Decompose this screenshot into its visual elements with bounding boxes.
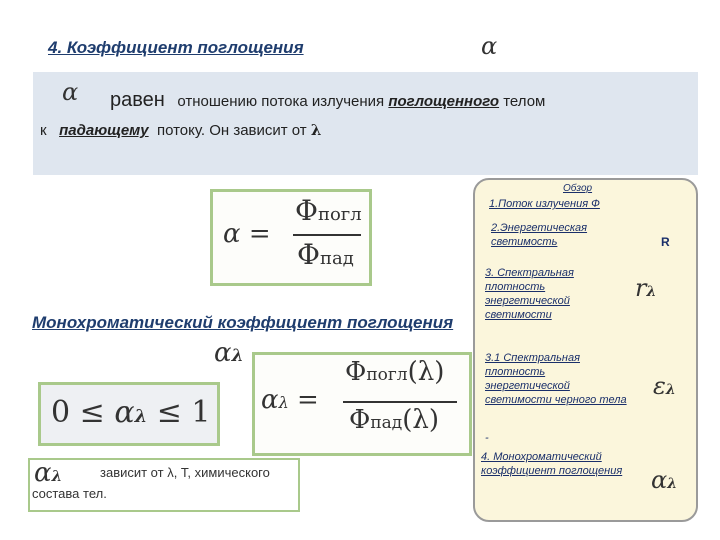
inequality xyxy=(51,395,211,430)
page-title: 4. Коэффициент поглощения xyxy=(48,38,304,57)
overview-item-3-line4: светимости xyxy=(485,309,552,321)
definition-text-1-end: телом xyxy=(503,93,546,110)
definition-emphasis-absorbed: поглощенного xyxy=(388,93,500,110)
overview-symbol-epsilon xyxy=(653,372,676,400)
overview-symbol-r-sub: λ xyxy=(646,284,657,300)
overview-symbol-alpha-sub: λ xyxy=(667,476,678,492)
denominator-phi: Φ xyxy=(297,238,320,271)
inequality-alpha-sub: λ xyxy=(134,406,148,427)
overview-header: Обзор xyxy=(563,183,593,194)
overview-item-3-line2: плотность xyxy=(485,281,546,293)
overview-panel xyxy=(473,178,698,522)
mono-alpha-symbol xyxy=(214,338,243,368)
overview-symbol-r xyxy=(635,274,656,302)
definition-line-2 xyxy=(40,121,321,139)
mono-lhs-sub: λ xyxy=(278,393,289,412)
formula-denominator xyxy=(297,238,354,271)
overview-item-1[interactable] xyxy=(489,197,600,211)
definition-text-2-start: к xyxy=(40,122,47,139)
mono-den-arg: (λ) xyxy=(402,405,440,435)
overview-item-3-1-line3: энергетической xyxy=(485,380,570,392)
overview-item-3-line3: энергетической xyxy=(485,295,570,307)
mono-den-sub: пад xyxy=(370,413,403,433)
dependence-alpha xyxy=(34,458,62,488)
dependence-box xyxy=(28,458,300,512)
mono-formula-lhs xyxy=(261,385,319,415)
overview-item-3[interactable] xyxy=(485,266,574,322)
mono-formula-box xyxy=(252,352,472,456)
mono-num-sub: погл xyxy=(366,365,408,385)
overview-item-3-1-line1: 3.1 Спектральная xyxy=(485,352,580,364)
overview-item-3-1[interactable] xyxy=(485,351,627,407)
overview-symbol-alpha-base: α xyxy=(651,466,668,494)
overview-item-1-label: 1.Поток излучения Ф xyxy=(489,198,600,210)
fraction-line xyxy=(293,234,361,236)
overview-item-4[interactable] xyxy=(481,450,622,478)
inequality-left: 0 ≤ xyxy=(51,395,105,430)
overview-item-3-1-line2: плотность xyxy=(485,366,546,378)
definition-text-2-mid: потоку. Он зависит от xyxy=(156,122,307,139)
mono-alpha-sub: λ xyxy=(231,346,244,366)
mono-denominator xyxy=(349,405,439,435)
definition-emphasis-incident: падающему xyxy=(59,122,149,139)
mono-fraction-line xyxy=(343,401,457,403)
overview-item-3-line1: 3. Спектральная xyxy=(485,267,574,279)
mono-numerator xyxy=(345,357,444,387)
definition-alpha-symbol: α xyxy=(62,78,79,106)
overview-symbol-R: R xyxy=(661,235,670,249)
denominator-sub: пад xyxy=(319,248,354,269)
dependence-alpha-base: α xyxy=(34,458,52,488)
numerator-sub: погл xyxy=(317,204,362,225)
overview-item-2[interactable] xyxy=(491,221,587,249)
overview-item-3-1-line4: светимости черного тела xyxy=(485,394,627,406)
definition-line-1 xyxy=(110,89,545,112)
numerator-phi: Φ xyxy=(295,194,318,227)
mono-heading: Монохроматический коэффициент поглощения xyxy=(32,313,454,332)
definition-text-1: отношению потока излучения xyxy=(177,93,385,110)
mono-num-arg: (λ) xyxy=(407,357,445,387)
dependence-alpha-sub: λ xyxy=(51,467,63,485)
inequality-box xyxy=(38,382,220,446)
mono-lhs-alpha: α xyxy=(261,385,279,415)
overview-dash: - xyxy=(485,432,489,444)
title-alpha-symbol: α xyxy=(481,32,498,60)
formula-numerator xyxy=(295,194,362,227)
overview-item-2-line2: светимость xyxy=(491,236,558,248)
mono-equals: = xyxy=(296,385,319,415)
overview-item-4-line1: 4. Монохроматический xyxy=(481,451,602,463)
overview-item-4-line2: коэффициент поглощения xyxy=(481,465,623,477)
absorption-formula-box xyxy=(210,189,372,286)
overview-item-2-line1: 2.Энергетическая xyxy=(491,222,588,234)
mono-den-phi: Φ xyxy=(349,405,371,435)
overview-symbol-alpha xyxy=(651,466,677,494)
dependence-line-1: зависит от λ, T, химического xyxy=(100,465,270,480)
definition-word: равен xyxy=(110,89,165,111)
definition-lambda: λ xyxy=(310,121,322,139)
formula-lhs: α = xyxy=(223,219,271,249)
overview-symbol-epsilon-sub: λ xyxy=(665,382,676,398)
inequality-right: ≤ 1 xyxy=(156,395,211,430)
overview-symbol-epsilon-base: ε xyxy=(653,372,666,400)
overview-symbol-r-base: r xyxy=(635,274,647,302)
dependence-line-2: состава тел. xyxy=(32,486,107,501)
mono-num-phi: Φ xyxy=(345,357,367,387)
inequality-alpha: α xyxy=(114,395,135,430)
mono-alpha-base: α xyxy=(214,338,232,368)
